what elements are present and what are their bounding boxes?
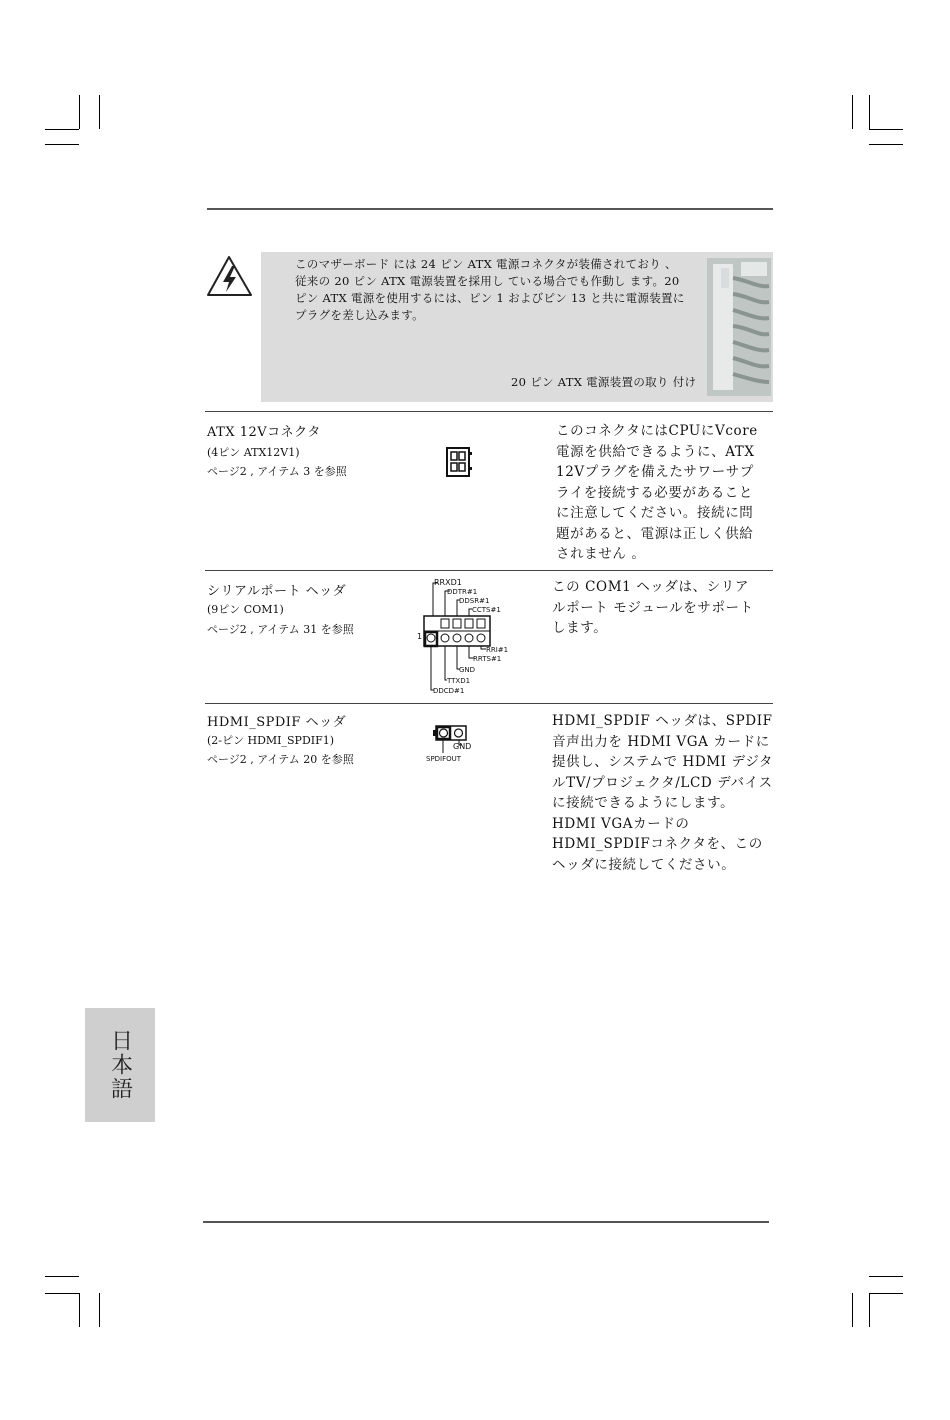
hdmi-spdif-gnd-label: GND (453, 742, 472, 751)
warning-icon (205, 254, 255, 300)
section-divider (205, 703, 773, 704)
atx12v-ref: ページ2 , アイテム 3 を参照 (207, 465, 347, 478)
hdmi-spdif-header-diagram (422, 722, 474, 764)
footer-rule (203, 1221, 769, 1223)
hdmi-spdif-ref: ページ2 , アイテム 20 を参照 (207, 753, 354, 766)
crop-mark (869, 144, 903, 145)
crop-mark (79, 95, 80, 129)
atx12v-subtitle: (4ピン ATX12V1) (207, 446, 300, 459)
crop-mark (852, 95, 853, 129)
serial-description: この COM1 ヘッダは、シリアルポート モジュールをサポートします。 (552, 579, 754, 636)
serial-pin-bottom-label: RRTS#1 (473, 655, 502, 663)
crop-mark (45, 1276, 79, 1277)
crop-mark (79, 1293, 80, 1327)
language-tab (85, 1008, 155, 1122)
notice-box (261, 252, 773, 402)
crop-mark (45, 144, 79, 145)
serial-header-diagram (414, 576, 514, 694)
serial-pin-top-label: RRXD1 (434, 578, 462, 587)
crop-mark (45, 1293, 79, 1294)
crop-mark (852, 1293, 853, 1327)
serial-pin-bottom-label: RRI#1 (486, 646, 509, 654)
section-divider (205, 411, 773, 412)
hdmi-spdif-subtitle: (2-ピン HDMI_SPDIF1) (207, 734, 335, 747)
serial-pin-bottom-label: DDCD#1 (433, 687, 465, 694)
crop-mark (869, 1276, 903, 1277)
crop-mark (869, 129, 903, 130)
atx12v-description: このコネクタにはCPUにVcore電源を供給できるように、ATX 12Vプラグを備えたサワーサプライを接続する必要があることに注意してください。接続に問題があると、電源は正しく供給されません 。 (556, 423, 758, 562)
serial-title: シリアルポート ヘッダ (207, 584, 347, 599)
notice-caption: 20 ピン ATX 電源装置の取り 付け (511, 375, 697, 389)
atx12v-connector-diagram (445, 446, 473, 478)
hdmi-spdif-title: HDMI_SPDIF ヘッダ (207, 715, 347, 730)
serial-pin-top-label: DDSR#1 (459, 597, 490, 605)
serial-subtitle: (9ピン COM1) (207, 603, 284, 616)
notice-text: このマザーボード には 24 ピン ATX 電源コネクタが装備されており 、従来の 20 ピン ATX 電源装置を採用し ている場合でも作動し ます。20 ピン ATX 電源を使用するには、ピン 1 およびピン 13 と共に電源装置にプラグを差し込みます。 (295, 257, 685, 322)
crop-mark (869, 95, 870, 129)
serial-pin-top-label: DDTR#1 (447, 588, 478, 596)
section-divider (205, 570, 773, 571)
serial-pin-top-label: CCTS#1 (472, 606, 501, 614)
hdmi-spdif-description: HDMI_SPDIF ヘッダは、SPDIF音声出力を HDMI VGA カードに提供し、システムで HDMI デジタルTV/プロジェクタ/LCD デバイスに接続できるようにします。HDMI VGAカードの HDMI_SPDIFコネクタを、このヘッダに接続してください。 (552, 713, 773, 873)
crop-mark (869, 1293, 870, 1327)
serial-pin-bottom-label: TTXD1 (447, 677, 471, 685)
crop-mark (99, 1293, 100, 1327)
serial-pin1-label: 1 (417, 632, 423, 641)
power-connector-photo (707, 258, 771, 396)
crop-mark (99, 95, 100, 129)
serial-pin-bottom-label: GND (459, 666, 476, 674)
hdmi-spdif-out-label: SPDIFOUT (426, 755, 462, 763)
atx12v-title: ATX 12Vコネクタ (207, 425, 321, 440)
serial-ref: ページ2 , アイテム 31 を参照 (207, 623, 354, 636)
language-tab-label: 日本語 (107, 1029, 133, 1101)
header-rule (207, 208, 773, 210)
crop-mark (869, 1293, 903, 1294)
crop-mark (45, 129, 79, 130)
